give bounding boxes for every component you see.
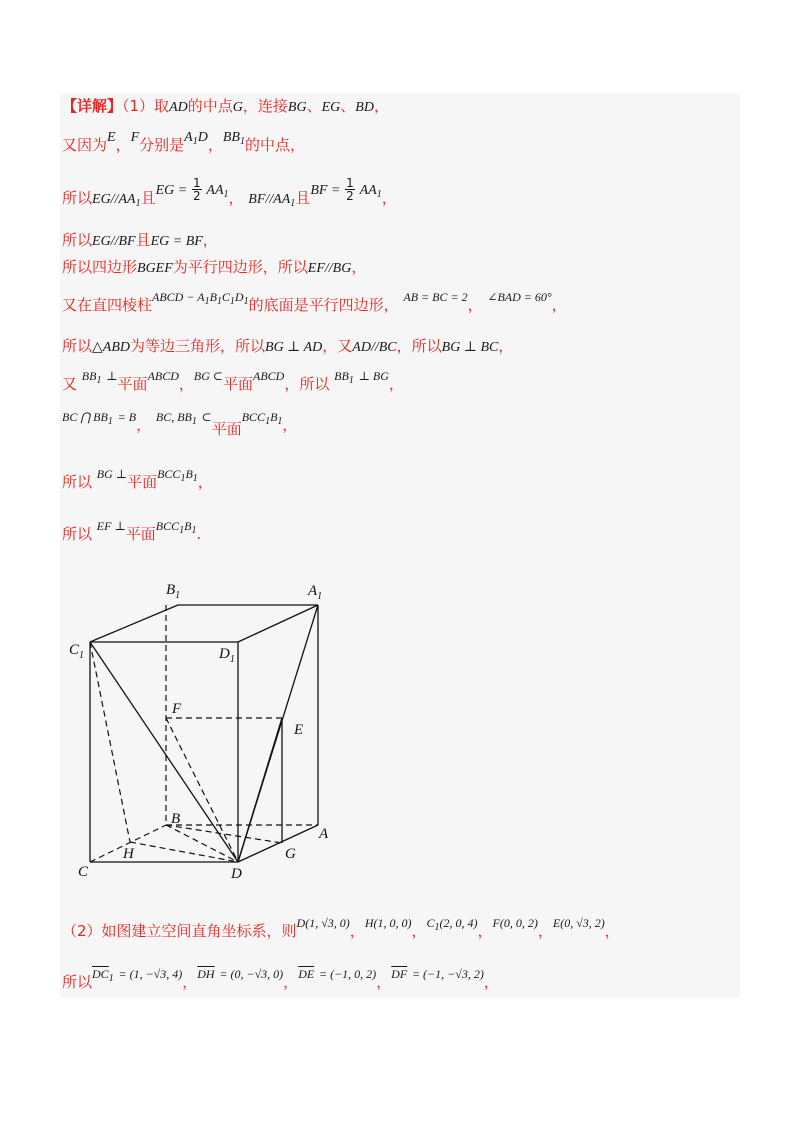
text: 所以 (62, 525, 93, 543)
math: BB (81, 369, 97, 383)
math: EG = BF (150, 234, 203, 249)
math: ABCD (253, 369, 285, 383)
math: AB = BC = 2 (403, 290, 468, 304)
math: BCC (241, 410, 266, 424)
text: ， (182, 973, 198, 991)
math-sub: 1 (191, 525, 197, 536)
math: BD (355, 100, 374, 115)
math: B (209, 290, 217, 304)
label-a: A (319, 826, 329, 842)
math-sub: 1 (191, 416, 197, 427)
line-12 (62, 916, 620, 947)
vector: $\overline{DC}$ (92, 967, 109, 981)
math: ABCD − A (152, 290, 205, 304)
text: ，连接 (242, 97, 288, 115)
text: ， (604, 922, 620, 940)
text: ， (115, 136, 131, 154)
text: 平面 (127, 473, 158, 491)
math: B (270, 410, 278, 424)
text: 且 (140, 189, 156, 207)
math: G (232, 100, 243, 115)
text: ， (376, 973, 392, 991)
label-a1: $A_1$ (308, 583, 323, 602)
label-e: E (294, 722, 304, 738)
math: (2, 0, 4) (439, 916, 478, 930)
text: ， (202, 231, 218, 249)
edge-a1-d1 (238, 605, 318, 642)
text: ， (411, 922, 427, 940)
text: 分别是 (139, 136, 185, 154)
text: ， (537, 922, 553, 940)
math: B (184, 519, 192, 533)
math: H(1, 0, 0) (364, 916, 412, 930)
label-c1: $C_1$ (69, 642, 85, 661)
text: ， (349, 922, 365, 940)
text: 所以 (62, 189, 93, 207)
label-g: G (285, 846, 296, 862)
text: 所以 (62, 337, 93, 355)
text: 、 (340, 97, 356, 115)
fraction-half: $\frac{1}{2}$ (192, 176, 201, 203)
line-7 (62, 336, 513, 358)
text: ， (373, 97, 389, 115)
text: 且 (295, 189, 311, 207)
text: 平面 (117, 375, 148, 393)
label-b1: $B_1$ (166, 582, 181, 601)
math-sub: 1 (290, 198, 296, 209)
math: D(1, √3, 0) (296, 916, 350, 930)
label-d1: $D_1$ (219, 646, 235, 665)
line-13 (62, 967, 499, 998)
text: 所以四边形 (62, 258, 138, 276)
math: △ABD (92, 340, 130, 355)
math: BB (222, 130, 240, 145)
text: ，所以 (284, 375, 330, 393)
math: BCC (155, 519, 180, 533)
math-sub: 1 (216, 296, 222, 307)
text: ， (282, 416, 298, 434)
math: AA (359, 183, 377, 198)
text: ， (207, 136, 223, 154)
text: ， (228, 189, 244, 207)
line-8 (62, 369, 404, 400)
line-4 (62, 230, 218, 252)
text: 所以 (62, 973, 93, 991)
math: C (221, 290, 230, 304)
line-10 (62, 467, 213, 498)
text: ， (498, 337, 514, 355)
math: BG ⊥ (96, 467, 128, 481)
segment-b-d-hidden (166, 825, 238, 862)
math-sub: 1 (192, 136, 198, 147)
math-sub: 1 (192, 473, 198, 484)
text: ， (178, 375, 194, 393)
math-sub: 1 (223, 189, 229, 200)
math: = B (117, 410, 137, 424)
math-sub: 1 (135, 198, 141, 209)
math-sub: 1 (96, 375, 102, 386)
text: 又在直四棱柱 (62, 296, 153, 314)
math: F (130, 130, 140, 145)
line-9 (62, 410, 298, 441)
math: B (185, 467, 193, 481)
math-sub: 1 (376, 189, 382, 200)
math: EG = (155, 183, 188, 198)
text: ， (477, 922, 493, 940)
math-sub: 1 (243, 296, 249, 307)
text: ， (551, 296, 567, 314)
text: ，所以 (396, 337, 442, 355)
math: E(0, √3, 2) (552, 916, 605, 930)
math: = (−1, 0, 2) (318, 967, 377, 981)
line-5 (62, 257, 366, 279)
math-sub: 1 (239, 136, 245, 147)
math-sub: 1 (348, 375, 354, 386)
fraction-half: $\frac{1}{2}$ (346, 176, 354, 203)
math: ABCD (147, 369, 179, 383)
math: BG (287, 100, 307, 115)
solution-tag: 【详解】 (62, 97, 123, 115)
segment-f-d-hidden (166, 718, 238, 862)
math-sub: 1 (180, 473, 186, 484)
math: BCC (157, 467, 181, 481)
vector: $\overline{DE}$ (298, 967, 315, 981)
math-sub: 1 (107, 416, 113, 427)
label-h: H (123, 846, 134, 862)
math-sub: 1 (265, 416, 271, 427)
text: 的底面是平行四边形， (248, 296, 399, 314)
line-3 (62, 176, 397, 214)
text: 为等边三角形，所以 (130, 337, 266, 355)
text: ，又 (322, 337, 353, 355)
text: ， (381, 189, 397, 207)
math: BC, BB (155, 410, 192, 424)
math: EG (321, 100, 341, 115)
edge-c1-b1 (90, 605, 178, 642)
math-sub: 1 (204, 296, 210, 307)
text: 、 (306, 97, 322, 115)
math-sub: 1 (434, 922, 440, 933)
text: ， (483, 973, 499, 991)
segment-h-d-hidden (130, 842, 238, 862)
vector: $\overline{DF}$ (391, 967, 408, 981)
math: BB (334, 369, 349, 383)
math: BGEF (137, 261, 173, 276)
text: （2）如图建立空间直角坐标系，则 (62, 922, 297, 940)
math: AD//BC (352, 340, 397, 355)
math: ∠BAD = 60° (487, 290, 552, 304)
math-sub: 1 (108, 973, 114, 984)
segment-e-d (238, 718, 282, 862)
text: ， (283, 973, 299, 991)
vector: $\overline{DH}$ (197, 967, 215, 981)
text: 平面 (211, 420, 242, 438)
text: 平面 (125, 525, 156, 543)
math: BG ⊥ AD (265, 340, 323, 355)
math: D (197, 130, 208, 145)
text: 平面 (222, 375, 253, 393)
label-d: D (231, 866, 242, 880)
math: E (107, 130, 116, 145)
math-sub: 1 (179, 525, 185, 536)
line-2 (62, 130, 305, 161)
label-b: B (171, 811, 181, 827)
math: ⊂ (201, 410, 212, 424)
math: ⊥ (106, 369, 118, 383)
math: AA (206, 183, 224, 198)
text: 且 (135, 231, 151, 249)
math: EG//BF (92, 234, 136, 249)
text: ， (388, 375, 404, 393)
math: AD (169, 100, 188, 115)
math: C (426, 916, 435, 930)
line-11 (62, 519, 202, 550)
label-c: C (78, 864, 89, 880)
math: BF//AA (248, 192, 291, 207)
text: ， (197, 473, 213, 491)
math-sub: 1 (229, 296, 235, 307)
math: A (184, 130, 193, 145)
text: 所以 (62, 231, 93, 249)
math: BF = (310, 183, 341, 198)
math: D (234, 290, 244, 304)
math: EG//AA (92, 192, 136, 207)
math: = (1, −√3, 4) (118, 967, 183, 981)
text: ， (467, 296, 483, 314)
math: BG ⊥ BC (441, 340, 499, 355)
edge-d-a (238, 825, 318, 862)
math: F(0, 0, 2) (492, 916, 538, 930)
math: = (0, −√3, 0) (219, 967, 284, 981)
math: EF ⊥ (96, 519, 126, 533)
math: BG ⊂ (193, 369, 223, 383)
text: 的中点， (244, 136, 305, 154)
text: 的中点 (187, 97, 233, 115)
line-6 (62, 290, 567, 321)
text: 又因为 (62, 136, 108, 154)
text: 为平行四边形，所以 (172, 258, 308, 276)
text: （1）取 (122, 97, 170, 115)
text: . (196, 525, 202, 543)
prism-figure (60, 570, 350, 880)
text: ， (351, 258, 367, 276)
math: ⊥ BG (358, 369, 389, 383)
label-f: F (172, 701, 182, 717)
text: 所以 (62, 473, 93, 491)
math-sub: 1 (277, 416, 283, 427)
line-1 (62, 96, 389, 118)
math: = (−1, −√3, 2) (411, 967, 484, 981)
text: ， (136, 416, 152, 434)
math: EF//BG (307, 261, 352, 276)
math: BC ⋂ BB (62, 410, 108, 424)
text: 又 (62, 375, 78, 393)
